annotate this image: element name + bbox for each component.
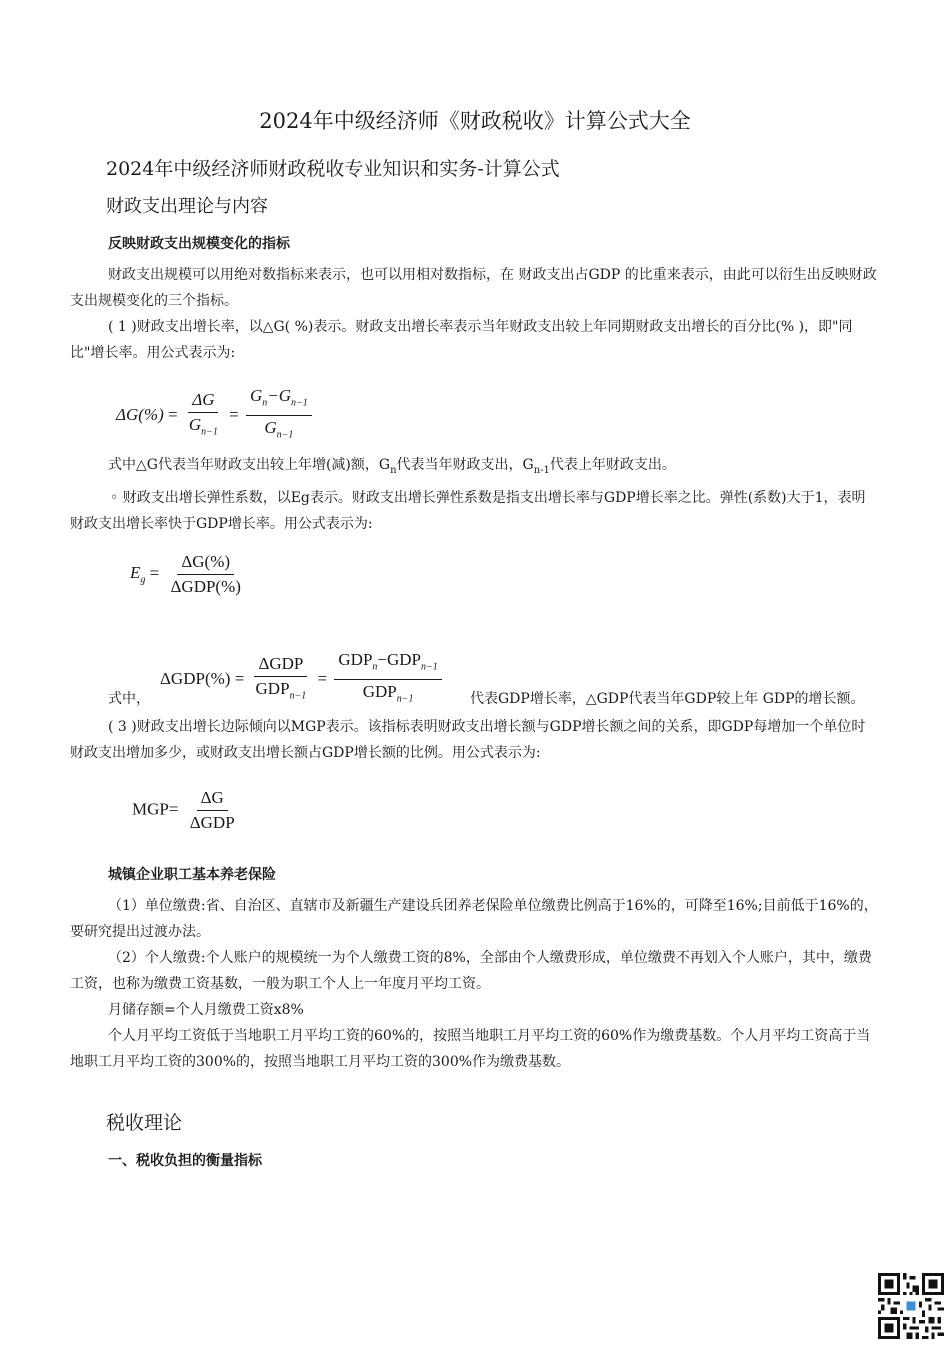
paragraph-6: ( 3 )财政支出增长边际倾向以MGP表示。该指标表明财政支出增长额与GDP增长额之间的关系，即GDP每增加一个单位时财政支出增加多少，或财政支出增长额占GDP增长额的比例。用公式表示为: (70, 719, 866, 761)
fraction (334, 650, 441, 710)
section-heading-tax: 税收理论 (106, 1112, 183, 1134)
paragraph-5-label: 式中， (108, 691, 150, 707)
fraction (186, 788, 239, 833)
formula-elasticity (130, 552, 248, 597)
paragraph-5-text: 代表GDP增长率，△GDP代表当年GDP较上年 GDP的增长额。 (470, 691, 865, 707)
equals-sign: = (229, 404, 239, 424)
fraction (166, 552, 244, 597)
numerator: ΔGDP (254, 654, 307, 677)
formula-lhs: MGP (132, 799, 169, 819)
formula-growth-rate (116, 386, 315, 446)
denominator: ΔGDP (189, 813, 235, 832)
numerator: $GDP_n-GDP_{n-1}$ (334, 650, 441, 680)
formula-lhs: ΔG(%) (116, 404, 164, 424)
paragraph-7: （1）单位缴费:省、自治区、直辖市及新疆生产建设兵团养老保险单位缴费比例高于16%的，可降至16%;目前低于16%的，要研究提出过渡办法。 (70, 898, 878, 940)
denominator: $GDP_{n-1}$ (362, 682, 414, 705)
equals-sign: = (234, 668, 245, 688)
paragraph-4: ◦ 财政支出增长弹性系数，以Eg表示。财政支出增长弹性系数是指支出增长率与GDP增长率之比。弹性(系数)大于1，表明财政支出增长率快于GDP增长率。用公式表示为: (70, 490, 866, 532)
subtitle: 2024年中级经济师财政税收专业知识和实务-计算公式 (106, 158, 560, 180)
qr-code-icon (878, 1273, 944, 1339)
denominator: ΔGDP(%) (170, 577, 241, 596)
formula-lhs: ΔGDP(%) (160, 668, 231, 688)
subheading-indicators: 反映财政支出规模变化的指标 (108, 236, 290, 252)
numerator: ΔG(%) (177, 552, 234, 575)
formula-mgp (132, 788, 242, 833)
paragraph-1: 财政支出规模可以用绝对数指标来表示，也可以用相对数指标，在 财政支出占GDP 的比重来表示，由此可以衍生出反映财政支出规模变化的三个指标。 (70, 267, 877, 309)
formula-lhs: $E_g$ (130, 563, 146, 586)
numerator: ΔG (188, 390, 218, 413)
equals-sign: = (168, 799, 179, 819)
fraction (185, 390, 222, 442)
fraction (246, 386, 312, 446)
numerator: ΔG (197, 788, 228, 811)
equals-sign: = (149, 563, 160, 583)
paragraph-8: （2）个人缴费:个人账户的规模统一为个人缴费工资的8%，全部由个人缴费形成，单位缴费不再划入个人账户，其中，缴费工资，也称为缴费工资基数，一般为职工个人上一年度月平均工资。 (70, 950, 872, 992)
denominator: $G_{n-1}$ (188, 414, 218, 438)
fraction (252, 654, 311, 706)
subheading-tax-burden: 一、税收负担的衡量指标 (108, 1153, 262, 1169)
subheading-pension: 城镇企业职工基本养老保险 (108, 867, 276, 883)
page-title: 2024年中级经济师《财政税收》计算公式大全 (259, 109, 691, 133)
denominator: $GDP_{n-1}$ (255, 678, 307, 702)
paragraph-9: 月储存额=个人月缴费工资x8% (108, 1002, 304, 1018)
denominator: $G_{n-1}$ (264, 418, 294, 441)
equals-sign: = (317, 668, 328, 688)
numerator: $G_n-G_{n-1}$ (246, 386, 312, 416)
paragraph-10: 个人月平均工资低于当地职工月平均工资的60%的，按照当地职工月平均工资的60%作为缴费基数。个人月平均工资高于当地职工月平均工资的300%的，按照当地职工月平均工资的300%作为缴费基数。 (70, 1028, 871, 1070)
section-heading-fiscal: 财政支出理论与内容 (106, 196, 268, 217)
equals-sign: = (168, 404, 178, 424)
formula-gdp-growth (160, 650, 445, 710)
paragraph-2: ( 1 )财政支出增长率，以△G( %)表示。财政支出增长率表示当年财政支出较上年同期财政支出增长的百分比(% )，即"同比"增长率。用公式表示为: (70, 319, 853, 361)
paragraph-3: 式中△G代表当年财政支出较上年增(减)额，$G_n$代表当年财政支出，$G_{n-1}$代表上年财政支出。 (108, 457, 676, 476)
